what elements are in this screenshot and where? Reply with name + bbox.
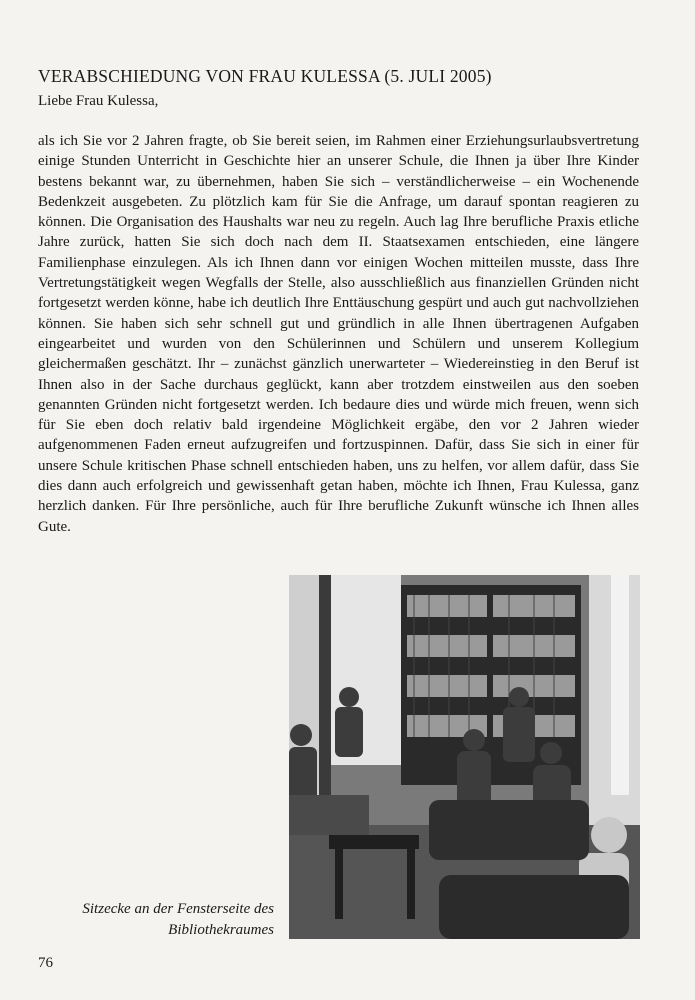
photo-caption [38, 899, 274, 941]
salutation: Liebe Frau Kulessa, [38, 93, 159, 109]
library-photo [289, 575, 640, 939]
caption-line-2: Bibliothekraumes [168, 922, 274, 938]
caption-line-1: Sitzecke an der Fensterseite des [82, 901, 274, 917]
page-number: 76 [38, 955, 53, 971]
article-heading: VERABSCHIEDUNG VON FRAU KULESSA (5. JULI 2005) [38, 66, 492, 86]
body-paragraph: als ich Sie vor 2 Jahren fragte, ob Sie bereit seien, im Rahmen einer Erziehungsurlaubsvertretung einige Stunden Unterricht in Geschichte hier an unserer Schule, die Ihnen ja über Ihre Kinder bestens bekannt war, zu übernehmen, haben Sie sich – verständlicherweise – ein Wochenende Bedenkzeit ausgebeten. Zu plötzlich kam für Sie die Anfrage, um darauf spontan reagieren zu können. Die Organisation des Haushalts war neu zu regeln. Auch lag Ihre berufliche Praxis etliche Jahre zurück, hatten Sie sich doch nach dem II. Staatsexamen entschieden, eine längere Familienphase einzulegen. Als ich Ihnen dann vor einigen Wochen mitteilen musste, dass Ihre Vertretungstätigkeit wegen Wegfalls der Stelle, also ausschließlich aus finanziellen Gründen nicht fortgesetzt werden könne, habe ich deutlich Ihre Enttäuschung gespürt und auch gut nachvollziehen können. Sie haben sich sehr schnell gut und gründlich in alle Ihnen übertragenen Aufgaben eingearbeitet und wurden von den Schülerinnen und Schülern und unserem Kollegium gleichermaßen geschätzt. Ihr – zunächst gänzlich unerwarteter – Wiedereinstieg in den Beruf ist Ihnen also in der Sache durchaus geglückt, kann aber trotzdem einstweilen aus den soeben genannten Gründen nicht fortgesetzt werden. Ich bedaure dies und würde mich freuen, wenn sich für Sie eben doch relativ bald irgendeine Möglichkeit ergäbe, den vor 2 Jahren wieder aufgenommenen Faden erneut aufzugreifen und fortzuspinnen. Dafür, dass Sie sich in einer für unsere Schule kritischen Phase schnell entschieden haben, uns zu helfen, vor allem dafür, dass Sie dies dann auch erfolgreich und gewissenhaft getan haben, möchte ich Ihnen, Frau Kulessa, ganz herzlich danken. Für Ihre persönliche, auch für Ihre berufliche Zukunft wünsche ich Ihnen alles Gute. [38, 133, 639, 535]
